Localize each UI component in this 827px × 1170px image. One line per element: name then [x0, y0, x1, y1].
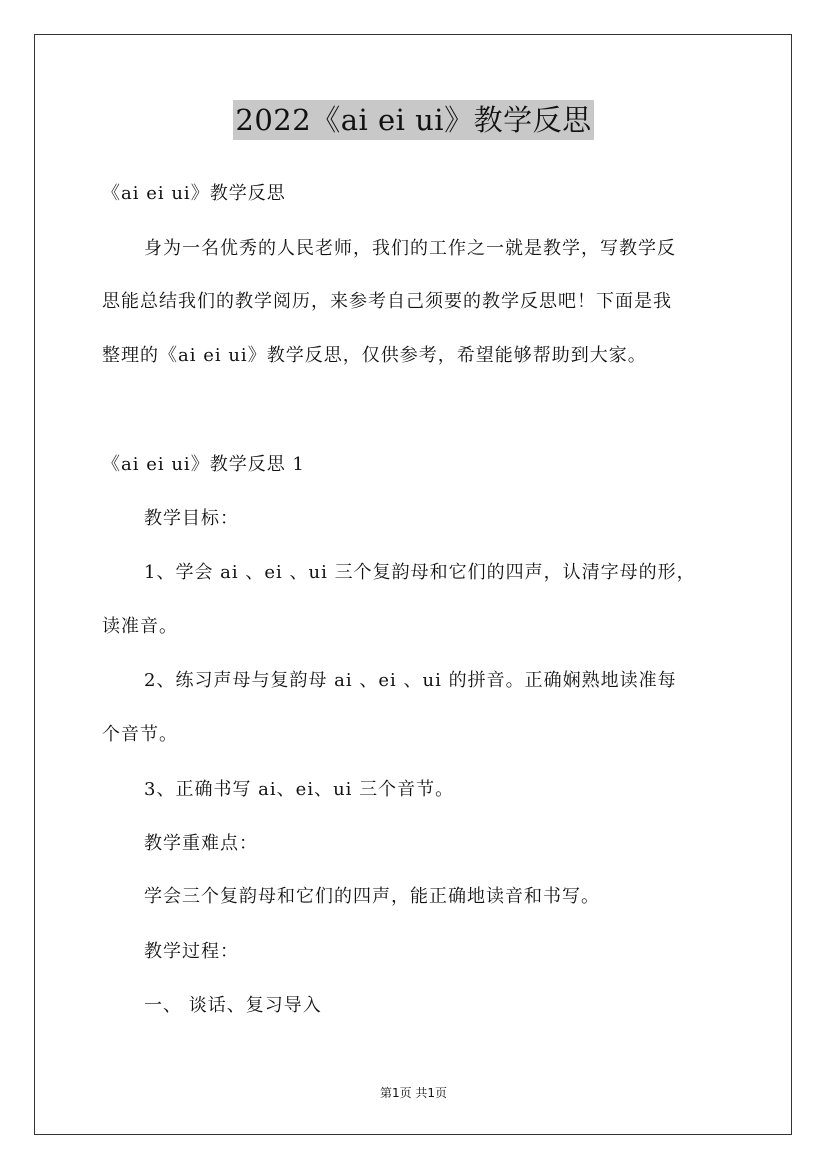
intro-line-3: 整理的《ai ei ui》教学反思，仅供参考，希望能够帮助到大家。: [102, 345, 647, 366]
document-title: 2022《ai ei ui》教学反思: [233, 100, 593, 140]
intro-line-2: 思能总结我们的教学阅历，来参考自己须要的教学反思吧！下面是我: [102, 291, 672, 312]
page-footer: [0, 1084, 827, 1101]
process-heading: 教学过程：: [144, 941, 239, 962]
goal-2-line-2: 个音节。: [102, 724, 178, 745]
goal-2-line-1: 2、练习声母与复韵母 ai 、ei 、ui 的拼音。正确娴熟地读准每: [144, 670, 677, 691]
page-number-label: 第1页 共1页: [379, 1086, 448, 1100]
goal-3: 3、正确书写 ai、ei、ui 三个音节。: [144, 779, 455, 800]
goal-1-line-1: 1、学会 ai 、ei 、ui 三个复韵母和它们的四声，认清字母的形，: [144, 562, 696, 583]
document-subtitle: 《ai ei ui》教学反思: [102, 183, 286, 204]
key-points-text: 学会三个复韵母和它们的四声，能正确地读音和书写。: [144, 886, 600, 907]
intro-line-1: 身为一名优秀的人民老师，我们的工作之一就是教学，写教学反: [144, 238, 676, 259]
section-heading: 《ai ei ui》教学反思 1: [102, 454, 305, 475]
process-step-1: 一、 谈话、复习导入: [144, 995, 322, 1016]
key-points-heading: 教学重难点：: [144, 833, 258, 854]
title-container: [0, 100, 827, 140]
goals-heading: 教学目标：: [144, 508, 239, 529]
goal-1-line-2: 读准音。: [102, 616, 178, 637]
